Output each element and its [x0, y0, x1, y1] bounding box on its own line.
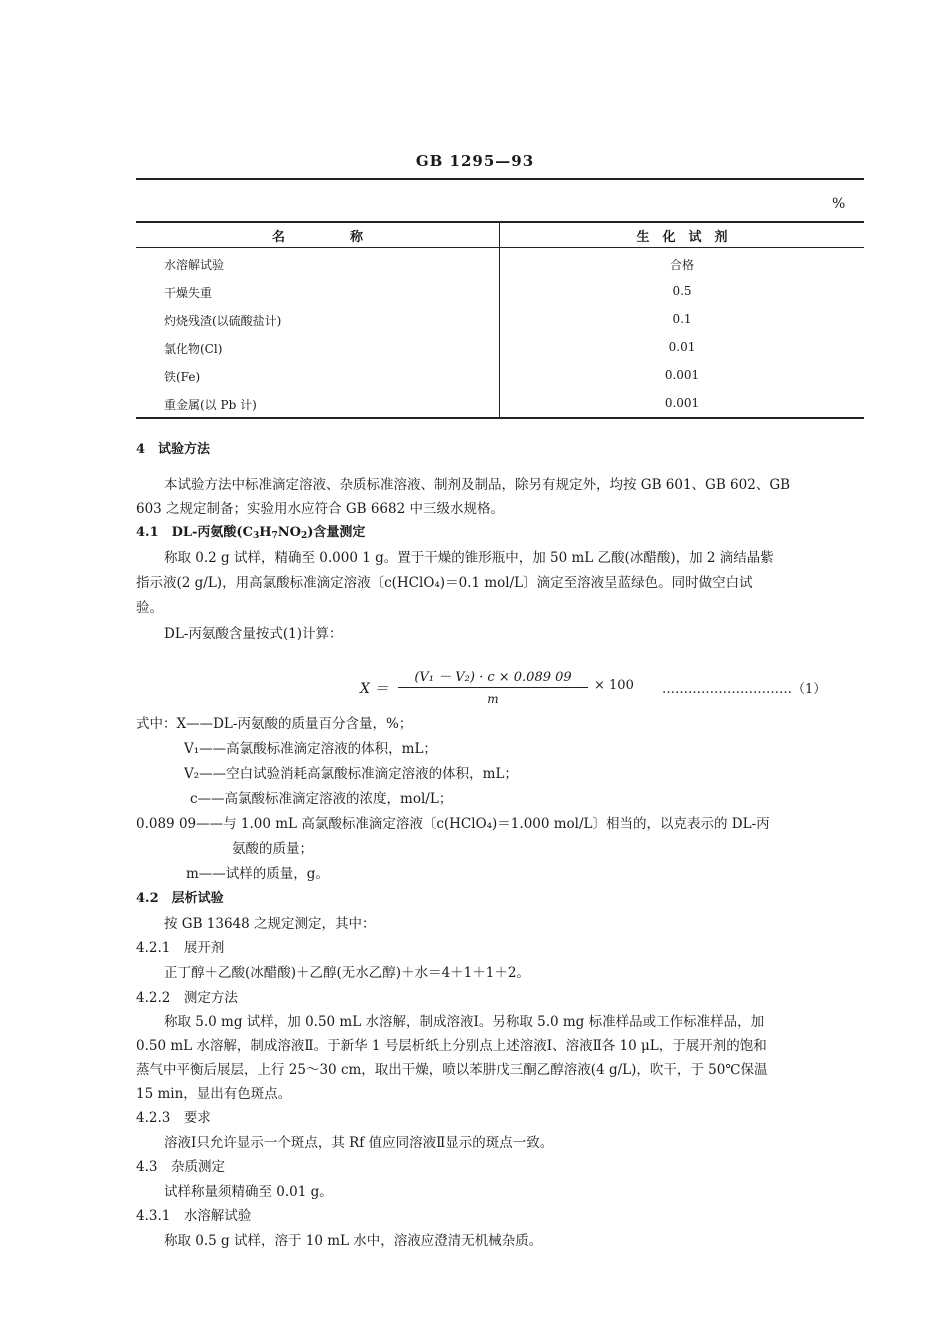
table-bottom-rule — [136, 417, 864, 419]
section-4-2-2-text: 称取 5.0 mg 试样，加 0.50 mL 水溶解，制成溶液Ⅰ。另称取 5.0 mg 标准样品或工作标准样品，加 — [164, 1014, 765, 1030]
section-4-1-text: 指示液(2 g/L)，用高氯酸标准滴定溶液〔c(HClO₄)＝0.1 mol/L〕滴定至溶液呈蓝绿色。同时做空白试 — [136, 575, 753, 591]
section-4-2-2-title: 4.2.2 测定方法 — [136, 990, 238, 1006]
section-4-2-2-text: 蒸气中平衡后展层，上行 25～30 cm，取出干燥，喷以苯肼戊三酮乙醇溶液(4 g/L)，吹干，于 50℃保温 — [136, 1062, 768, 1078]
section-4-1-title — [136, 521, 365, 541]
title-part: )含量测定 — [307, 525, 366, 540]
section-4-2-2-text: 15 min，显出有色斑点。 — [136, 1086, 292, 1102]
section-4-text: 603 之规定制备；实验用水应符合 GB 6682 中三级水规格。 — [136, 501, 504, 517]
section-4-1-text: 称取 0.2 g 试样，精确至 0.000 1 g。置于干燥的锥形瓶中，加 50 mL 乙酸(冰醋酸)，加 2 滴结晶紫 — [164, 550, 774, 566]
subscript: 3 — [252, 531, 260, 541]
formula-number: …………………………（1） — [662, 682, 827, 697]
section-4-2-text: 按 GB 13648 之规定测定，其中： — [164, 916, 376, 932]
formula-var-v2: V₂——空白试验消耗高氯酸标准滴定溶液的体积，mL； — [184, 766, 518, 782]
table-row-name: 铁(Fe) — [164, 370, 201, 384]
table-row-name: 重金属(以 Pb 计) — [164, 398, 257, 412]
title-part: H — [259, 525, 272, 540]
section-4-text: 本试验方法中标准滴定溶液、杂质标准溶液、制剂及制品，除另有规定外，均按 GB 601、GB 602、GB — [164, 477, 791, 493]
table-row-value: 合格 — [669, 258, 694, 272]
formula-lhs: X ＝ — [360, 681, 389, 697]
table-row-name: 氯化物(Cl) — [164, 342, 223, 356]
table-top-rule — [136, 221, 864, 223]
title-part: 4.1 DL-丙氨酸(C — [136, 525, 253, 540]
table-row-value: 0.001 — [664, 368, 700, 382]
formula-rhs: × 100 — [594, 678, 634, 693]
formula-denominator: m — [487, 692, 499, 706]
section-4-3-1-title: 4.3.1 水溶解试验 — [136, 1208, 252, 1224]
formula-var-m: m——试样的质量，g。 — [186, 866, 329, 882]
subscript: 2 — [300, 531, 308, 541]
section-4-2-1-text: 正丁醇＋乙酸(冰醋酸)＋乙醇(无水乙醇)＋水＝4＋1＋1＋2。 — [164, 965, 530, 981]
title-part: NO — [277, 525, 301, 540]
subscript: 7 — [271, 531, 278, 541]
section-4-2-1-title: 4.2.1 展开剂 — [136, 940, 225, 956]
table-row-value: 0.1 — [672, 312, 692, 326]
section-4-2-3-text: 溶液Ⅰ只允许显示一个斑点，其 Rf 值应同溶液Ⅱ显示的斑点一致。 — [164, 1135, 554, 1151]
table-row-value: 0.01 — [668, 340, 696, 354]
formula-const: 氨酸的质量； — [232, 841, 313, 857]
section-4-title: 4 试验方法 — [136, 442, 211, 457]
section-4-3-title: 4.3 杂质测定 — [136, 1159, 225, 1175]
table-row-value: 0.5 — [672, 284, 692, 298]
table-unit: % — [832, 196, 846, 212]
section-4-3-text: 试样称量须精确至 0.01 g。 — [164, 1184, 333, 1200]
formula-numerator: (V₁ － V₂) · c × 0.089 09 — [398, 666, 588, 688]
standard-number: GB 1295—93 — [415, 152, 535, 170]
calc-intro: DL-丙氨酸含量按式(1)计算： — [164, 626, 343, 642]
section-4-3-1-text: 称取 0.5 g 试样，溶于 10 mL 水中，溶液应澄清无机械杂质。 — [164, 1233, 543, 1249]
formula-fraction — [398, 666, 588, 706]
table-row-value: 0.001 — [664, 396, 700, 410]
formula-const: 0.089 09——与 1.00 mL 高氯酸标准滴定溶液〔c(HClO₄)＝1.000 mol/L〕相当的，以克表示的 DL-丙 — [136, 816, 770, 832]
formula-where: 式中：X——DL-丙氨酸的质量百分含量，%； — [136, 716, 413, 732]
formula-var-v1: V₁——高氯酸标准滴定溶液的体积，mL； — [184, 741, 437, 757]
section-4-1-text: 验。 — [136, 600, 163, 616]
table-header-rule — [136, 247, 864, 248]
table-row-name: 干燥失重 — [164, 286, 213, 300]
formula-var-c: c——高氯酸标准滴定溶液的浓度，mol/L； — [190, 791, 453, 807]
section-4-2-2-text: 0.50 mL 水溶解，制成溶液Ⅱ。于新华 1 号层析纸上分别点上述溶液Ⅰ、溶液Ⅱ各 10 μL，于展开剂的饱和 — [136, 1038, 767, 1054]
section-4-2-title: 4.2 层析试验 — [136, 891, 224, 906]
section-4-2-3-title: 4.2.3 要求 — [136, 1110, 211, 1126]
column-header-grade: 生 化 试 剂 — [636, 230, 728, 245]
header-rule — [136, 178, 864, 180]
table-row-name: 水溶解试验 — [164, 258, 225, 272]
table-row-name: 灼烧残渣(以硫酸盐计) — [164, 314, 282, 328]
column-header-name: 名 称 — [271, 230, 363, 245]
